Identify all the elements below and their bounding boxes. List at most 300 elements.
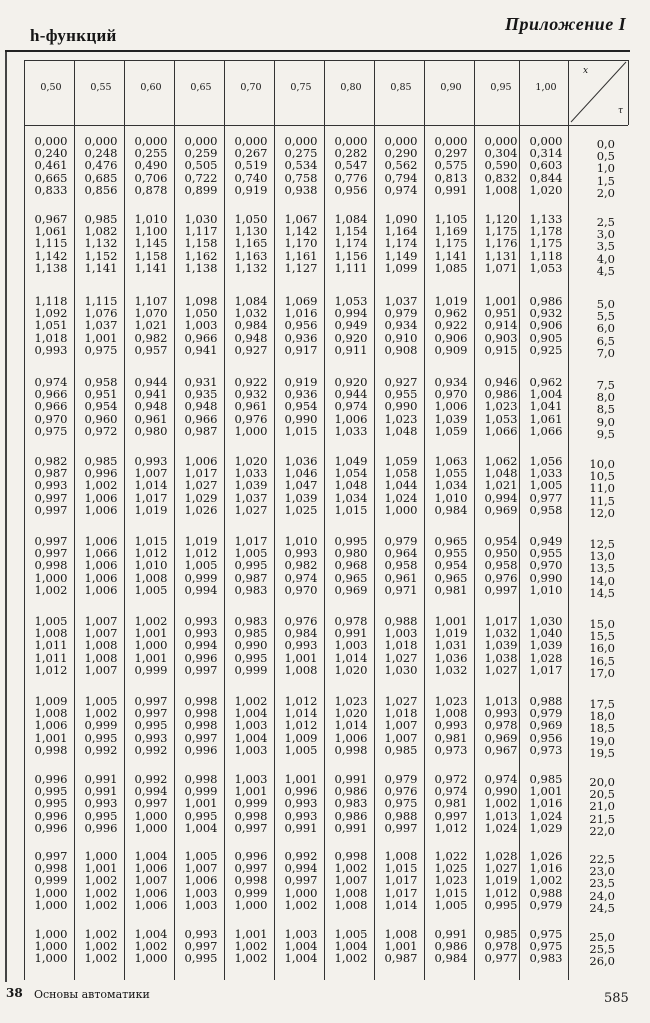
table-cell: 0,706: [134, 170, 168, 185]
table-cell: 0,990: [234, 638, 268, 653]
table-cell: 0,944: [134, 375, 168, 389]
column-separator: [74, 60, 75, 980]
table-cell: 0,920: [334, 375, 368, 389]
table-cell: 0,984: [284, 626, 318, 641]
tau-value: 16,5: [589, 653, 615, 668]
value-group: [126, 213, 176, 274]
table-cell: 0,997: [434, 808, 468, 823]
tau-value: 9,0: [596, 414, 615, 429]
table-cell: 1,011: [34, 638, 68, 653]
table-cell: 0,255: [134, 146, 168, 161]
column-header: 0,55: [90, 82, 112, 93]
value-group: [226, 850, 276, 911]
tau-value: 12,5: [589, 537, 615, 551]
table-cell: 0,519: [234, 158, 268, 173]
table-cell: 1,033: [529, 466, 563, 481]
table-cell: 1,007: [334, 873, 368, 888]
table-cell: 0,832: [484, 170, 518, 185]
table-cell: 1,053: [334, 294, 368, 308]
table-cell: 1,050: [234, 212, 268, 226]
table-cell: 0,996: [34, 772, 68, 786]
table-cell: 0,304: [484, 146, 518, 161]
table-cell: 0,603: [529, 158, 563, 173]
table-cell: 0,981: [434, 730, 468, 745]
value-group: [426, 928, 476, 965]
table-cell: 1,084: [234, 294, 268, 308]
table-cell: 1,002: [529, 873, 563, 888]
tau-group: [575, 776, 615, 837]
table-cell: 1,039: [484, 638, 518, 653]
table-cell: 1,006: [84, 502, 118, 517]
value-group: [326, 135, 376, 196]
table-cell: 1,090: [384, 212, 418, 226]
table-cell: 0,997: [34, 849, 68, 863]
table-cell: 1,019: [484, 873, 518, 888]
table-cell: 0,996: [184, 742, 218, 757]
table-cell: 0,919: [284, 375, 318, 389]
table-cell: 1,005: [284, 742, 318, 757]
table-cell: 0,992: [134, 772, 168, 786]
table-cell: 0,997: [234, 861, 268, 876]
table-cell: 0,974: [434, 784, 468, 799]
table-cell: 0,000: [384, 134, 418, 148]
table-cell: 1,062: [484, 454, 518, 468]
table-cell: 0,999: [234, 662, 268, 677]
table-cell: 1,017: [184, 466, 218, 481]
table-cell: 1,019: [434, 294, 468, 308]
table-cell: 0,995: [34, 784, 68, 799]
table-cell: 1,014: [284, 706, 318, 721]
tau-value: 6,0: [596, 321, 615, 336]
table-cell: 1,175: [529, 236, 563, 251]
table-cell: 1,027: [384, 694, 418, 708]
table-cell: 1,029: [529, 820, 563, 835]
table-cell: 0,996: [84, 820, 118, 835]
table-cell: 0,948: [184, 399, 218, 414]
table-cell: 1,092: [34, 306, 68, 321]
table-cell: 1,018: [384, 638, 418, 653]
value-group: [376, 773, 426, 834]
table-cell: 0,979: [529, 706, 563, 721]
table-cell: 1,138: [34, 260, 68, 275]
table-cell: 0,994: [184, 582, 218, 597]
value-group: [376, 295, 426, 356]
binding-rule: [5, 52, 7, 982]
table-cell: 1,002: [84, 927, 118, 941]
table-cell: 0,997: [184, 662, 218, 677]
value-group: [76, 928, 126, 965]
table-cell: 1,084: [334, 212, 368, 226]
tau-value: 6,5: [596, 333, 615, 348]
tau-value: 1,5: [596, 173, 615, 188]
tau-value: 26,0: [589, 954, 615, 969]
table-cell: 1,017: [134, 490, 168, 505]
table-cell: 1,005: [134, 582, 168, 597]
table-cell: 1,008: [484, 182, 518, 197]
table-cell: 0,995: [134, 718, 168, 733]
table-cell: 1,008: [334, 897, 368, 912]
table-cell: 1,002: [84, 873, 118, 888]
table-cell: 0,993: [284, 796, 318, 811]
table-cell: 1,015: [434, 885, 468, 900]
table-cell: 1,037: [234, 490, 268, 505]
column-separator: [324, 60, 325, 980]
table-cell: 1,008: [434, 706, 468, 721]
table-cell: 1,069: [284, 294, 318, 308]
table-cell: 1,006: [34, 718, 68, 733]
table-cell: 1,001: [84, 330, 118, 345]
value-group: [276, 928, 326, 965]
value-group: [521, 295, 571, 356]
tau-value: 18,0: [589, 709, 615, 724]
value-group: [326, 928, 376, 965]
table-cell: 0,978: [334, 614, 368, 628]
table-cell: 1,000: [384, 502, 418, 517]
table-cell: 0,990: [384, 399, 418, 414]
table-cell: 1,054: [334, 466, 368, 481]
table-cell: 1,132: [234, 260, 268, 275]
table-cell: 1,000: [84, 849, 118, 863]
table-cell: 1,003: [184, 885, 218, 900]
value-group: [76, 376, 126, 437]
value-group: [326, 295, 376, 356]
table-cell: 1,158: [134, 248, 168, 263]
table-cell: 0,979: [384, 534, 418, 548]
table-cell: 0,903: [484, 330, 518, 345]
table-cell: 1,053: [529, 260, 563, 275]
table-cell: 0,979: [384, 772, 418, 786]
page-number: 585: [604, 991, 629, 1006]
table-cell: 1,032: [484, 626, 518, 641]
table-cell: 0,949: [529, 534, 563, 548]
table-cell: 0,934: [384, 318, 418, 333]
column-separator: [224, 60, 225, 980]
value-group: [521, 535, 571, 596]
table-cell: 1,120: [484, 212, 518, 226]
table-cell: 1,061: [34, 224, 68, 239]
table-cell: 1,012: [134, 546, 168, 561]
value-group: [26, 850, 76, 911]
table-cell: 0,997: [184, 939, 218, 954]
table-cell: 0,934: [434, 375, 468, 389]
value-group: [426, 535, 476, 596]
table-cell: 0,965: [434, 534, 468, 548]
table-cell: 1,028: [529, 650, 563, 665]
column-header: 0,85: [390, 82, 412, 93]
value-group: [521, 850, 571, 911]
table-cell: 0,910: [384, 330, 418, 345]
table-cell: 1,009: [284, 730, 318, 745]
table-cell: 1,030: [184, 212, 218, 226]
table-cell: 1,003: [234, 718, 268, 733]
table-cell: 1,034: [434, 478, 468, 493]
table-cell: 0,954: [434, 558, 468, 573]
table-cell: 0,999: [134, 662, 168, 677]
table-cell: 0,972: [84, 423, 118, 438]
value-group: [276, 535, 326, 596]
table-cell: 1,127: [284, 260, 318, 275]
table-cell: 1,142: [34, 248, 68, 263]
table-cell: 0,995: [334, 534, 368, 548]
table-cell: 0,950: [484, 546, 518, 561]
value-group: [476, 850, 526, 911]
value-group: [276, 295, 326, 356]
value-group: [76, 850, 126, 911]
column-header: 0,95: [490, 82, 512, 93]
value-group: [26, 135, 76, 196]
value-group: [521, 928, 571, 965]
table-cell: 0,973: [529, 742, 563, 757]
table-cell: 1,016: [529, 796, 563, 811]
value-group: [176, 455, 226, 516]
table-cell: 0,975: [34, 423, 68, 438]
column-separator: [174, 60, 175, 980]
table-cell: 0,996: [284, 784, 318, 799]
header-rule: [5, 50, 630, 52]
table-cell: 1,001: [529, 784, 563, 799]
table-cell: 1,015: [284, 423, 318, 438]
table-cell: 0,977: [484, 951, 518, 966]
value-group: [376, 535, 426, 596]
value-group: [176, 135, 226, 196]
table-cell: 1,002: [84, 951, 118, 966]
tau-value: 24,0: [589, 888, 615, 903]
table-cell: 0,986: [484, 387, 518, 402]
table-cell: 1,014: [334, 650, 368, 665]
table-cell: 0,975: [84, 342, 118, 357]
table-cell: 1,056: [529, 454, 563, 468]
table-cell: 0,984: [434, 502, 468, 517]
table-cell: 0,914: [484, 318, 518, 333]
table-cell: 0,927: [234, 342, 268, 357]
table-cell: 1,002: [334, 861, 368, 876]
table-cell: 1,008: [34, 626, 68, 641]
table-cell: 0,962: [434, 306, 468, 321]
table-cell: 1,039: [529, 638, 563, 653]
value-group: [176, 695, 226, 756]
table-cell: 1,098: [184, 294, 218, 308]
table-cell: 0,999: [184, 570, 218, 585]
table-cell: 0,936: [284, 330, 318, 345]
header-bottom-rule: [24, 125, 628, 126]
tau-value: 4,0: [596, 251, 615, 266]
table-cell: 0,978: [484, 718, 518, 733]
table-cell: 0,985: [484, 927, 518, 941]
value-group: [326, 535, 376, 596]
table-cell: 0,993: [184, 614, 218, 628]
tau-value: 0,5: [596, 149, 615, 164]
table-cell: 0,970: [34, 411, 68, 426]
table-cell: 1,007: [184, 861, 218, 876]
table-cell: 1,010: [529, 582, 563, 597]
table-cell: 1,005: [434, 897, 468, 912]
table-cell: 1,027: [234, 502, 268, 517]
table-cell: 1,117: [184, 224, 218, 239]
table-cell: 0,993: [284, 808, 318, 823]
table-cell: 0,248: [84, 146, 118, 161]
table-cell: 1,001: [134, 626, 168, 641]
value-group: [76, 695, 126, 756]
value-group: [476, 376, 526, 437]
table-cell: 0,996: [34, 808, 68, 823]
table-cell: 1,145: [134, 236, 168, 251]
table-cell: 1,006: [434, 399, 468, 414]
table-cell: 1,014: [134, 478, 168, 493]
table-cell: 1,021: [134, 318, 168, 333]
column-header: 1,00: [535, 82, 557, 93]
section-number: 38: [6, 986, 23, 1000]
table-cell: 1,001: [234, 784, 268, 799]
table-cell: 0,980: [134, 423, 168, 438]
table-cell: 1,036: [284, 454, 318, 468]
table-cell: 1,000: [34, 951, 68, 966]
table-cell: 1,165: [234, 236, 268, 251]
table-cell: 0,983: [234, 614, 268, 628]
table-cell: 1,022: [434, 849, 468, 863]
table-cell: 0,476: [84, 158, 118, 173]
table-cell: 1,004: [234, 706, 268, 721]
value-group: [426, 773, 476, 834]
value-group: [426, 615, 476, 676]
table-cell: 0,966: [184, 411, 218, 426]
table-cell: 0,997: [34, 502, 68, 517]
tau-value: 20,0: [589, 775, 615, 789]
value-group: [76, 135, 126, 196]
table-cell: 0,955: [384, 387, 418, 402]
table-cell: 0,958: [529, 502, 563, 517]
tau-value: 18,5: [589, 721, 615, 736]
table-cell: 0,000: [84, 134, 118, 148]
table-cell: 0,990: [529, 570, 563, 585]
table-cell: 0,776: [334, 170, 368, 185]
appendix-title: Приложение I: [505, 14, 627, 34]
table-cell: 0,575: [434, 158, 468, 173]
value-group: [521, 135, 571, 196]
table-cell: 1,131: [484, 248, 518, 263]
value-group: [326, 615, 376, 676]
tau-value: 15,5: [589, 629, 615, 644]
table-cell: 1,002: [34, 582, 68, 597]
table-cell: 1,030: [384, 662, 418, 677]
table-cell: 0,985: [234, 626, 268, 641]
table-cell: 1,039: [234, 478, 268, 493]
table-cell: 1,007: [84, 626, 118, 641]
table-cell: 0,993: [284, 546, 318, 561]
tau-value: 8,0: [596, 390, 615, 405]
table-cell: 0,997: [34, 546, 68, 561]
table-cell: 1,066: [484, 423, 518, 438]
table-cell: 0,983: [529, 951, 563, 966]
table-cell: 0,974: [484, 772, 518, 786]
value-group: [126, 295, 176, 356]
table-cell: 0,936: [284, 387, 318, 402]
value-group: [126, 135, 176, 196]
table-cell: 1,008: [84, 638, 118, 653]
table-cell: 0,000: [134, 134, 168, 148]
table-cell: 0,993: [34, 342, 68, 357]
value-group: [521, 695, 571, 756]
table-cell: 0,988: [384, 614, 418, 628]
table-cell: 1,169: [434, 224, 468, 239]
table-cell: 0,998: [234, 873, 268, 888]
table-cell: 1,006: [334, 411, 368, 426]
value-group: [226, 295, 276, 356]
value-group: [126, 455, 176, 516]
tau-value: 19,5: [589, 745, 615, 760]
table-cell: 1,164: [384, 224, 418, 239]
value-group: [226, 135, 276, 196]
table-cell: 1,142: [284, 224, 318, 239]
table-cell: 1,002: [84, 706, 118, 721]
table-cell: 1,004: [284, 951, 318, 966]
table-cell: 0,995: [184, 951, 218, 966]
table-cell: 1,019: [434, 626, 468, 641]
value-group: [426, 695, 476, 756]
table-cell: 0,951: [484, 306, 518, 321]
tau-value: 5,5: [596, 309, 615, 324]
table-cell: 0,993: [284, 638, 318, 653]
table-cell: 1,161: [284, 248, 318, 263]
value-group: [26, 928, 76, 965]
table-cell: 1,063: [434, 454, 468, 468]
table-cell: 0,991: [334, 772, 368, 786]
table-cell: 1,008: [334, 885, 368, 900]
table-cell: 1,004: [334, 939, 368, 954]
value-group: [226, 376, 276, 437]
tau-value: 25,0: [589, 930, 615, 944]
table-cell: 0,981: [434, 582, 468, 597]
table-cell: 0,961: [234, 399, 268, 414]
table-cell: 1,020: [334, 662, 368, 677]
value-group: [426, 213, 476, 274]
value-group: [326, 213, 376, 274]
table-cell: 1,033: [334, 423, 368, 438]
table-cell: 0,490: [134, 158, 168, 173]
column-separator: [474, 60, 475, 980]
table-cell: 0,461: [34, 158, 68, 173]
table-cell: 0,906: [434, 330, 468, 345]
table-cell: 1,020: [234, 454, 268, 468]
table-cell: 0,997: [134, 796, 168, 811]
tau-value: 2,5: [596, 215, 615, 229]
column-separator: [519, 60, 520, 980]
table-cell: 0,966: [184, 330, 218, 345]
table-cell: 1,008: [84, 650, 118, 665]
value-group: [276, 455, 326, 516]
table-cell: 0,988: [529, 885, 563, 900]
column-header: 0,65: [190, 82, 212, 93]
table-cell: 1,099: [384, 260, 418, 275]
table-cell: 0,975: [384, 796, 418, 811]
table-cell: 0,999: [34, 873, 68, 888]
table-cell: 0,275: [284, 146, 318, 161]
table-cell: 1,017: [384, 885, 418, 900]
table-cell: 0,982: [34, 454, 68, 468]
table-cell: 1,170: [284, 236, 318, 251]
table-cell: 1,005: [184, 849, 218, 863]
value-group: [176, 850, 226, 911]
table-cell: 0,969: [334, 582, 368, 597]
table-cell: 0,000: [434, 134, 468, 148]
value-group: [376, 928, 426, 965]
table-cell: 1,002: [484, 796, 518, 811]
table-cell: 1,001: [84, 861, 118, 876]
table-cell: 0,998: [234, 808, 268, 823]
table-cell: 0,966: [34, 399, 68, 414]
value-group: [276, 213, 326, 274]
table-cell: 1,012: [484, 885, 518, 900]
table-cell: 1,003: [284, 927, 318, 941]
